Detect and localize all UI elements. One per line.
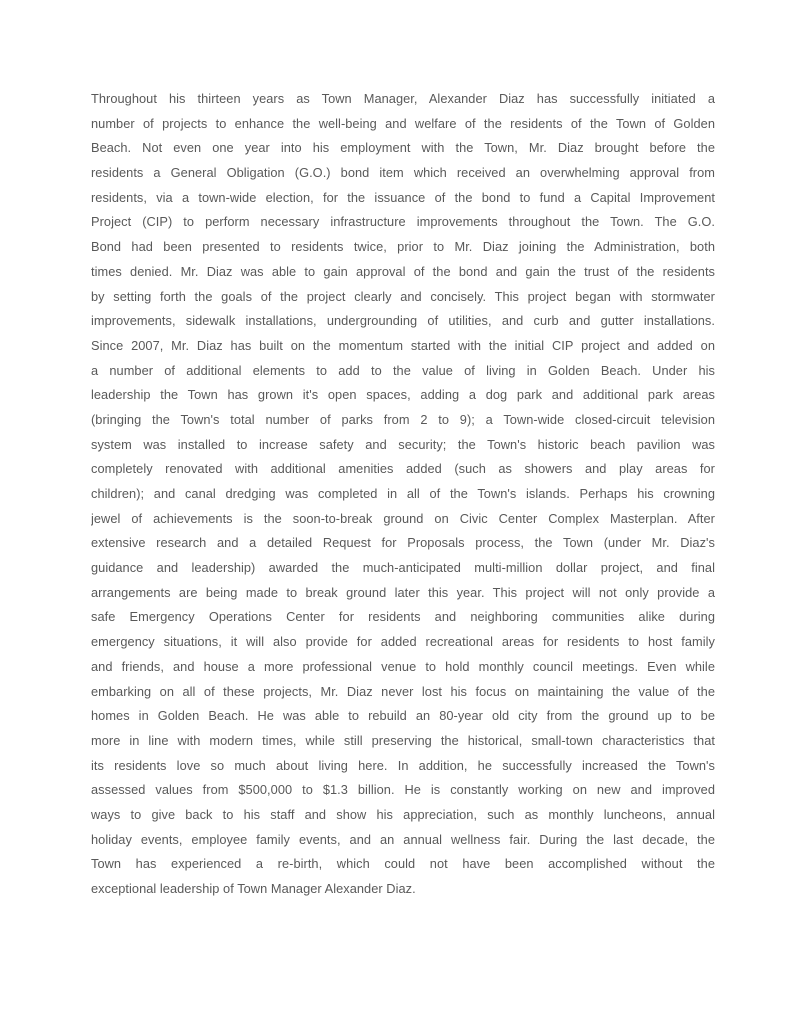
paragraph-line: emergency situations, it will also provide for added recreational areas for residents to host family [91,634,715,650]
paragraph-line: system was installed to increase safety and security; the Town's historic beach pavilion was [91,436,715,452]
paragraph-line: Town has experienced a re-birth, which could not have been accomplished without the [91,856,715,872]
paragraph-line: its residents love so much about living here. In addition, he successfully increased the Town's [91,757,715,773]
paragraph-line: Since 2007, Mr. Diaz has built on the momentum started with the initial CIP project and added on [91,337,715,353]
paragraph-line: more in line with modern times, while still preserving the historical, small-town characteristics that [91,732,715,748]
paragraph-line: leadership the Town has grown it's open spaces, adding a dog park and additional park areas [91,387,715,403]
paragraph-line: ways to give back to his staff and show his appreciation, such as monthly luncheons, annual [91,806,715,822]
paragraph-line: holiday events, employee family events, and an annual wellness fair. During the last decade, the [91,831,715,847]
paragraph-line: improvements, sidewalk installations, undergrounding of utilities, and curb and gutter installations. [91,313,715,329]
paragraph-line: arrangements are being made to break ground later this year. This project will not only provide a [91,584,715,600]
paragraph-line: extensive research and a detailed Request for Proposals process, the Town (under Mr. Diaz's [91,535,715,551]
paragraph-line: embarking on all of these projects, Mr. Diaz never lost his focus on maintaining the value of the [91,683,715,699]
paragraph-line: Bond had been presented to residents twice, prior to Mr. Diaz joining the Administration, both [91,239,715,255]
paragraph-line: exceptional leadership of Town Manager Alexander Diaz. [91,881,416,896]
paragraph-line: jewel of achievements is the soon-to-break ground on Civic Center Complex Masterplan. After [91,510,715,526]
paragraph-line: Throughout his thirteen years as Town Manager, Alexander Diaz has successfully initiated a [91,91,715,106]
body-paragraph [91,87,715,902]
paragraph-line: times denied. Mr. Diaz was able to gain approval of the bond and gain the trust of the residents [91,263,715,279]
paragraph-line: Project (CIP) to perform necessary infrastructure improvements throughout the Town. The G.O. [91,214,715,230]
paragraph-line: children); and canal dredging was completed in all of the Town's islands. Perhaps his crowning [91,486,715,501]
paragraph-line: completely renovated with additional amenities added (such as showers and play areas for [91,461,715,477]
paragraph-line: guidance and leadership) awarded the much-anticipated multi-million dollar project, and final [91,560,715,576]
paragraph-line: number of projects to enhance the well-being and welfare of the residents of the Town of Golden [91,115,715,131]
paragraph-line: a number of additional elements to add to the value of living in Golden Beach. Under his [91,362,715,378]
paragraph-line: (bringing the Town's total number of parks from 2 to 9); a Town-wide closed-circuit television [91,411,715,427]
paragraph-line: residents a General Obligation (G.O.) bond item which received an overwhelming approval from [91,165,715,181]
paragraph-line: and friends, and house a more professional venue to hold monthly council meetings. Even while [91,658,715,674]
paragraph-line: Beach. Not even one year into his employment with the Town, Mr. Diaz brought before the [91,140,715,156]
paragraph-line: safe Emergency Operations Center for residents and neighboring communities alike during [91,609,715,625]
paragraph-line: homes in Golden Beach. He was able to rebuild an 80-year old city from the ground up to be [91,708,715,724]
paragraph-line: assessed values from $500,000 to $1.3 billion. He is constantly working on new and improved [91,782,715,798]
paragraph-line: residents, via a town-wide election, for the issuance of the bond to fund a Capital Improvement [91,189,715,205]
paragraph-line: by setting forth the goals of the project clearly and concisely. This project began with stormwater [91,288,715,304]
